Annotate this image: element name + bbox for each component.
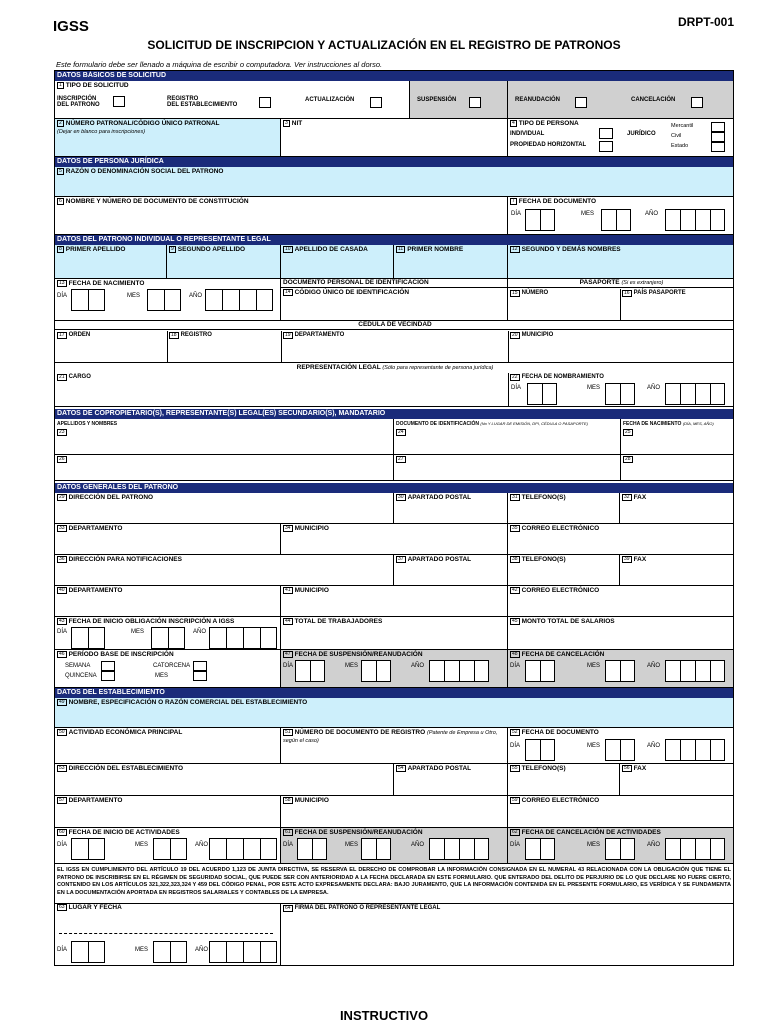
mes-label: MES [587,385,601,391]
field-number: 1 [59,82,62,88]
razon-social-label: RAZÓN O DENOMINACIÓN SOCIAL DEL PATRONO [65,168,224,175]
cedula-header: CÉDULA DE VECINDAD [55,321,734,330]
mes-periodo-checkbox[interactable] [193,671,207,681]
mes-label: MES [131,629,145,635]
oblig-anio-input[interactable] [209,627,277,649]
tipo-persona-cell [508,119,734,157]
quincena-checkbox[interactable] [101,671,115,681]
instructivo-heading: INSTRUCTIVO [339,1008,429,1023]
dia-label: DÍA [57,842,68,848]
suspension-checkbox[interactable] [469,97,481,108]
form-code: DRPT-001 [677,15,734,29]
est-doc-mes-input[interactable] [605,739,635,761]
departamento-field[interactable]: 33 DEPARTAMENTO [55,524,281,555]
segundo-apellido-field[interactable] [167,245,281,279]
canc-mes-input[interactable] [605,660,635,682]
cargo-field[interactable]: 21 CARGO [59,374,91,380]
documento-identificacion-column: DOCUMENTO DE IDENTIFICACIÓN (No Y LUGAR DE EMISIÓN, DPI, CÉDULA O PASAPORTE) [394,419,621,481]
fecha-susp-est-cell: 61 FECHA DE SUSPENSIÓN/REANUDACIÓN [281,828,508,864]
section-persona-juridica-header: DATOS DE PERSONA JURÍDICA [55,157,733,167]
igss-logo-text: IGSS [53,18,89,35]
departamento-field[interactable]: 19 DEPARTAMENTO [285,332,345,338]
estado-label: Estado [671,143,689,149]
firma-mes-input[interactable] [153,941,187,963]
direccion-establecimiento-field[interactable]: 53 DIRECCIÓN DEL ESTABLECIMIENTO [55,764,394,796]
anio-label: AÑO [193,629,207,635]
mes-label: MES [345,663,359,669]
individual-label: INDIVIDUAL [510,131,545,137]
anio-label: AÑO [647,663,661,669]
copropietario-1-name-field[interactable]: 23 [59,429,65,435]
field-number: 12 [512,246,518,252]
apellido-casada-label: APELLIDO DE CASADA [294,246,368,253]
apartado-postal-est-field[interactable]: 54 APARTADO POSTAL [394,764,508,796]
numero-patronal-note: (Dejar en blanco para inscripciones) [57,129,146,135]
civil-checkbox[interactable] [711,132,725,142]
field-number: 14 [285,289,291,295]
dia-label: DÍA [511,211,522,217]
registration-form [54,70,734,966]
dia-label: DÍA [511,385,522,391]
mes-label: MES [127,293,141,299]
mes-label: MES [587,743,601,749]
nit-label: NIT [291,120,303,127]
canc-anio-input[interactable] [665,660,725,682]
anio-label: AÑO [647,385,661,391]
registro-field[interactable]: 18 REGISTRO [171,332,212,338]
fax-2-field[interactable]: 39 FAX [620,555,734,586]
telefono-2-field[interactable]: 38 TELEFONO(S) [508,555,620,586]
nac-anio-input[interactable] [205,289,273,311]
actividad-economica-field[interactable]: 50 ACTIVIDAD ECONÓMICA PRINCIPAL [55,728,281,764]
razon-social-field[interactable] [55,167,734,197]
fecha-suspension-cell: 47 FECHA DE SUSPENSIÓN/REANUDACIÓN [281,650,508,688]
canc-est-dia-input[interactable] [525,838,555,860]
ini-dia-input[interactable] [71,838,105,860]
field-number: 5 [59,168,62,174]
monto-salarios-field[interactable]: 45 MONTO TOTAL DE SALARIOS [508,617,734,650]
suspension-label: SUSPENSIÓN [417,97,457,103]
est-doc-dia-input[interactable] [525,739,555,761]
cancelacion-checkbox[interactable] [691,97,703,108]
fecha-inicio-actividades-cell: 60 FECHA DE INICIO DE ACTIVIDADES [55,828,281,864]
copropietario-2-doc-field[interactable]: 27 [398,456,404,462]
lugar-fecha-line [59,933,273,934]
propiedad-horizontal-label: PROPIEDAD HORIZONTAL [510,142,587,148]
telefono-field[interactable]: 31 TELEFONO(S) [508,493,620,524]
juridico-label: JURÍDICO [627,131,656,137]
reanudacion-checkbox[interactable] [575,97,587,108]
nom-dia-input[interactable] [527,383,557,405]
nombre-documento-constitucion-field[interactable] [55,197,508,235]
fecha-canc-act-cell: 62 FECHA DE CANCELACIÓN DE ACTIVIDADES [508,828,734,864]
fecha-documento-est-cell: 52 FECHA DE DOCUMENTO [508,728,734,764]
fecha-cancelacion-cell: 48 FECHA DE CANCELACIÓN [508,650,734,688]
dia-label: DÍA [57,293,68,299]
copropietario-2-name-field[interactable]: 26 [59,456,65,462]
inscripcion-checkbox[interactable] [113,96,125,107]
field-number: 9 [171,246,174,252]
representacion-legal-header: REPRESENTACIÓN LEGAL (Sólo para representante de persona jurídica) [296,364,494,371]
semana-checkbox[interactable] [101,661,115,671]
correo-est-field[interactable]: 59 CORREO ELECTRÓNICO [508,796,734,828]
field-number: 8 [59,246,62,252]
municipio-2-field[interactable]: 41 MUNICIPIO [281,586,508,617]
mes-label: MES [587,663,601,669]
anio-label: AÑO [645,211,659,217]
fecha-nacimiento-label: FECHA DE NACIMIENTO [68,280,145,287]
nom-mes-input[interactable] [605,383,635,405]
primer-apellido-field[interactable] [55,245,167,279]
mercantil-checkbox[interactable] [711,122,725,132]
susp-dia-input[interactable] [295,660,325,682]
mes-periodo-label: MES [155,673,169,679]
copropietario-1-doc-field[interactable]: 24 [398,429,404,435]
field-number: 13 [59,280,65,286]
copropietario-2-fecha-field[interactable]: 28 [625,456,631,462]
telefono-est-field[interactable]: 55 TELEFONO(S) [508,764,620,796]
cui-field[interactable] [281,279,508,321]
canc-est-anio-input[interactable] [665,838,725,860]
segundo-nombres-field[interactable] [508,245,734,279]
susp-anio-input[interactable] [429,660,489,682]
field-number: 7 [512,198,515,204]
dia-label: DÍA [57,947,68,953]
individual-checkbox[interactable] [599,128,613,139]
field-number: 2 [59,120,62,126]
section-patrono-individual-header: DATOS DEL PATRONO INDIVIDUAL O REPRESENTANTE LEGAL [55,235,733,245]
dia-label: DÍA [57,629,68,635]
quincena-label: QUINCENA [65,673,97,679]
direccion-notificaciones-field[interactable]: 36 DIRECCIÓN PARA NOTIFICACIONES [55,555,394,586]
lugar-fecha-cell[interactable]: 63 LUGAR Y FECHA [55,903,281,966]
pasaporte-cell [508,279,734,321]
actualizacion-label: ACTUALIZACIÓN [305,97,355,103]
segundo-apellido-label: SEGUNDO APELLIDO [177,246,246,253]
mes-label: MES [345,842,359,848]
firma-field[interactable]: 64 FIRMA DEL PATRONO O REPRESENTANTE LEGAL [285,905,441,911]
canc-est-mes-input[interactable] [605,838,635,860]
section-establecimiento-header: DATOS DEL ESTABLECIMIENTO [55,688,733,698]
cui-label: CÓDIGO ÚNICO DE IDENTIFICACIÓN [294,289,410,296]
orden-field[interactable]: 17 ORDEN [59,332,91,338]
periodo-base-cell: 46 PERÍODO BASE DE INSCRIPCIÓN [55,650,281,688]
copropietario-1-fecha-field[interactable]: 25 [625,429,631,435]
field-number: 4 [512,120,515,126]
estado-checkbox[interactable] [711,142,725,152]
dia-label: DÍA [510,842,521,848]
field-number: 6 [59,198,62,204]
field-number: 11 [398,246,404,252]
mes-label: MES [135,842,149,848]
anio-label: AÑO [411,663,425,669]
total-trabajadores-field[interactable]: 44 TOTAL DE TRABAJADORES [281,617,508,650]
nac-mes-input[interactable] [147,289,181,311]
apellidos-nombres-column: APELLIDOS Y NOMBRES [55,419,394,481]
firma-dia-input[interactable] [71,941,105,963]
oblig-dia-input[interactable] [71,627,105,649]
mes-label: MES [581,211,595,217]
semana-label: SEMANA [65,663,91,669]
catorcena-checkbox[interactable] [193,661,207,671]
section-datos-generales-header: DATOS GENERALES DEL PATRONO [55,483,733,493]
susp-est-anio-input[interactable] [429,838,489,860]
anio-label: AÑO [189,293,203,299]
primer-nombre-label: PRIMER NOMBRE [407,246,464,253]
nombre-establecimiento-field[interactable]: 49 NOMBRE, ESPECIFICACIÓN O RAZÓN COMERCIAL DEL ESTABLECIMIENTO [55,698,734,728]
registro-establecimiento-label: REGISTRO DEL ESTABLECIMIENTO [167,96,238,108]
primer-apellido-label: PRIMER APELLIDO [65,246,126,253]
municipio-field[interactable]: 20 MUNICIPIO [512,332,554,338]
fecha-inicio-obligacion-cell: 43 FECHA DE INICIO OBLIGACIÓN INSCRIPCIÓN A IGSS [55,617,281,650]
oblig-mes-input[interactable] [151,627,185,649]
field-number: 3 [285,120,288,126]
reanudacion-label: REANUDACIÓN [515,97,560,103]
canc-dia-input[interactable] [525,660,555,682]
propiedad-horizontal-checkbox[interactable] [599,141,613,152]
dia-label: DÍA [283,842,294,848]
anio-label: AÑO [195,947,209,953]
apartado-postal-2-field[interactable]: 37 APARTADO POSTAL [394,555,508,586]
anio-input[interactable] [665,209,725,231]
section-copropietarios-header: DATOS DE COPROPIETARIO(S), REPRESENTANTE(S) LEGAL(ES) SECUNDARIO(S), MANDATARIO [55,409,733,419]
dia-label: DÍA [510,663,521,669]
anio-label: AÑO [195,842,209,848]
mes-label: MES [135,947,149,953]
catorcena-label: CATORCENA [153,663,191,669]
numero-patronal-field[interactable] [55,119,281,157]
est-doc-anio-input[interactable] [665,739,725,761]
ini-mes-input[interactable] [153,838,187,860]
tipo-solicitud-label: TIPO DE SOLICITUD [65,82,129,89]
field-number: 10 [285,246,291,252]
civil-label: Civil [671,133,682,139]
actualizacion-checkbox[interactable] [370,97,382,108]
cancelacion-label: CANCELACIÓN [631,97,676,103]
numero-documento-registro-field[interactable]: 51 NÚMERO DE DOCUMENTO DE REGISTRO (Patente de Empresa u Otro, según el caso) [281,728,508,764]
pais-pasaporte-field[interactable]: 16 PAÍS PASAPORTE [624,290,686,296]
departamento-2-field[interactable]: 40 DEPARTAMENTO [55,586,281,617]
municipio-est-field[interactable]: 58 MUNICIPIO [281,796,508,828]
correo-2-field[interactable]: 42 CORREO ELECTRÓNICO [508,586,734,617]
susp-est-dia-input[interactable] [297,838,327,860]
susp-mes-input[interactable] [361,660,391,682]
segundo-nombres-label: SEGUNDO Y DEMÁS NOMBRES [521,246,621,253]
ini-anio-input[interactable] [209,838,277,860]
susp-est-mes-input[interactable] [361,838,391,860]
anio-label: AÑO [647,842,661,848]
cedula-cell [55,321,734,363]
inscripcion-label: INSCRIPCIÓN DEL PATRONO [57,96,100,108]
primer-nombre-field[interactable] [394,245,508,279]
nom-anio-input[interactable] [665,383,725,405]
apartado-postal-field[interactable]: 30 APARTADO POSTAL [394,493,508,524]
numero-patronal-label: NÚMERO PATRONAL/CÓDIGO ÚNICO PATRONAL [65,120,220,127]
mes-label: MES [587,842,601,848]
pasaporte-numero-field[interactable]: 15 NÚMERO [512,290,549,296]
tipo-persona-label: TIPO DE PERSONA [518,120,579,127]
section-basic-data-header: DATOS BÁSICOS DE SOLICITUD [55,71,733,81]
fecha-documento-label: FECHA DE DOCUMENTO [518,198,597,205]
fecha-nacimiento-column: FECHA DE NACIMIENTO (DÍA, MES, AÑO) [621,419,734,481]
mercantil-label: Mercantil [671,123,694,129]
municipio-field[interactable]: 34 MUNICIPIO [281,524,508,555]
legal-declaration: EL IGSS EN CUMPLIMIENTO DEL ARTÍCULO 19 DEL ACUERDO 1,123 DE JUNTA DIRECTIVA, SE RESERVA EL DERECHO DE COMPROBAR LA INFORMACIÓN CONSIGNADA EN EL NUMERAL 43 RELACIONADA CON LA OBLIGACIÓN QUE TIENE EL PATRONO DE INSCRIBIRSE EN EL RÉGIMEN DE SEGURIDAD SOCIAL, QUE PUEDE SER CON ANTERIORIDAD A LA FECHA DECLARADA EN ESTE FORMULARIO. QUE ENTERADO DEL DELITO DE PERJURIO DE LO QUE DECLARE NO FUERE CIERTO, CONTENIDO EN LOS ARTÍCULOS 321,322,323,324 Y 459 DEL CÓDIGO PENAL, POR ESTE ACTO EXPRESAMENTE DECLARA: BAJO JURAMENTO, QUE LA INFORMACIÓN CONTENIDA EN EL PRESENTE FORMULARIO, ES VERÍDICA Y SE FUNDAMENTA EN LA DOCUMENTACIÓN APORTADA EN REGISTROS SALARIALES Y CONTABLES DE LA EMPRESA. [57,867,731,896]
fax-est-field[interactable]: 56 FAX [620,764,734,796]
dia-label: DÍA [283,663,294,669]
pasaporte-header: PASAPORTE (Si es extranjero) [508,279,734,288]
dpi-label: DOCUMENTO PERSONAL DE IDENTIFICACIÓN [281,279,507,288]
dia-label: DÍA [510,743,521,749]
anio-label: AÑO [411,842,425,848]
nit-field[interactable] [281,119,508,157]
nombre-documento-label: NOMBRE Y NÚMERO DE DOCUMENTO DE CONSTITUCIÓN [65,198,249,205]
firma-anio-input[interactable] [209,941,277,963]
form-title: SOLICITUD DE INSCRIPCION Y ACTUALIZACIÓN EN EL REGISTRO DE PATRONOS [147,38,621,52]
anio-label: AÑO [647,743,661,749]
departamento-est-field[interactable]: 57 DEPARTAMENTO [55,796,281,828]
nac-dia-input[interactable] [71,289,105,311]
dia-input[interactable] [525,209,555,231]
apellido-casada-field[interactable] [281,245,394,279]
form-instruction-note: Este formulario debe ser llenado a máquina de escribir o computadora. Ver instrucciones al dorso. [56,60,383,69]
mes-input[interactable] [601,209,631,231]
fax-field[interactable]: 32 FAX [620,493,734,524]
correo-field[interactable]: 35 CORREO ELECTRÓNICO [508,524,734,555]
fecha-nombramiento-label: 22 FECHA DE NOMBRAMIENTO [512,374,604,380]
direccion-patrono-field[interactable]: 29 DIRECCIÓN DEL PATRONO [55,493,394,524]
registro-establecimiento-checkbox[interactable] [259,97,271,108]
